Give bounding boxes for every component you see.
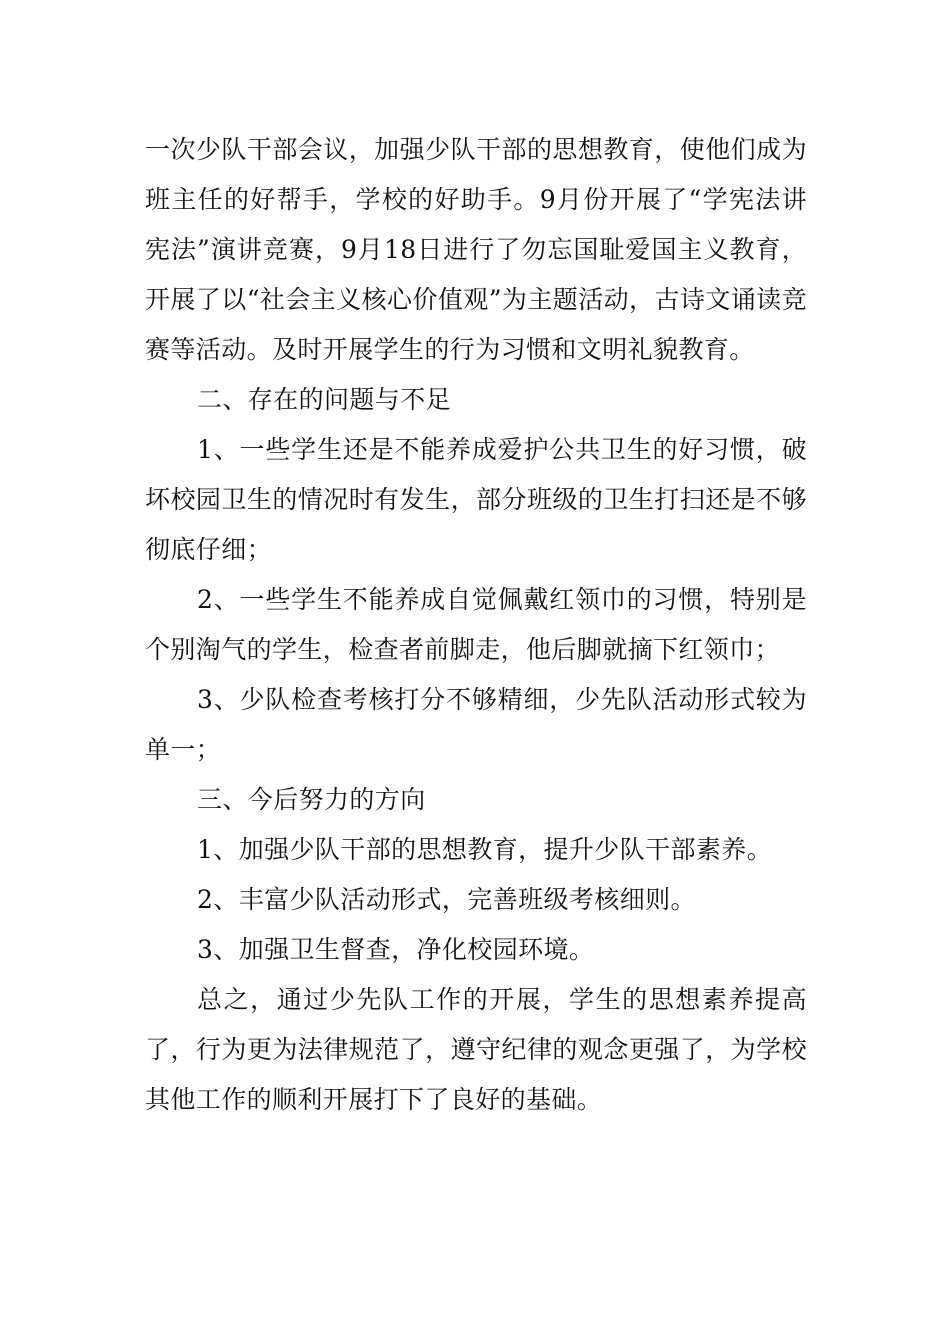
direction-item-3: 3、加强卫生督查，净化校园环境。 <box>197 935 595 964</box>
section-heading-problems: 二、存在的问题与不足 <box>197 385 452 414</box>
conclusion-paragraph: 总之，通过少先队工作的开展，学生的思想素养提高了，行为更为法律规范了，遵守纪律的观念更强了，为学校其他工作的顺利开展打下了良好的基础。 <box>145 985 807 1114</box>
direction-item-2: 2、丰富少队活动形式，完善班级考核细则。 <box>197 885 696 914</box>
problem-item-1: 1、一些学生还是不能养成爱护公共卫生的好习惯，破坏校园卫生的情况时有发生，部分班级的卫生打扫还是不够彻底仔细； <box>145 435 807 564</box>
problem-item-2: 2、一些学生不能养成自觉佩戴红领巾的习惯，特别是个别淘气的学生，检查者前脚走，他后脚就摘下红领巾； <box>145 585 807 664</box>
document-body <box>145 125 807 1125</box>
section-heading-direction: 三、今后努力的方向 <box>197 785 426 814</box>
problem-item-3: 3、少队检查考核打分不够精细，少先队活动形式较为单一； <box>145 685 807 764</box>
paragraph-activities-summary: 一次少队干部会议，加强少队干部的思想教育，使他们成为班主任的好帮手，学校的好助手。9月份开展了“学宪法讲宪法”演讲竞赛，9月18日进行了勿忘国耻爱国主义教育，开展了以“社会主义核心价值观”为主题活动，古诗文诵读竞赛等活动。及时开展学生的行为习惯和文明礼貌教育。 <box>145 135 807 364</box>
direction-item-1: 1、加强少队干部的思想教育，提升少队干部素养。 <box>197 835 773 864</box>
